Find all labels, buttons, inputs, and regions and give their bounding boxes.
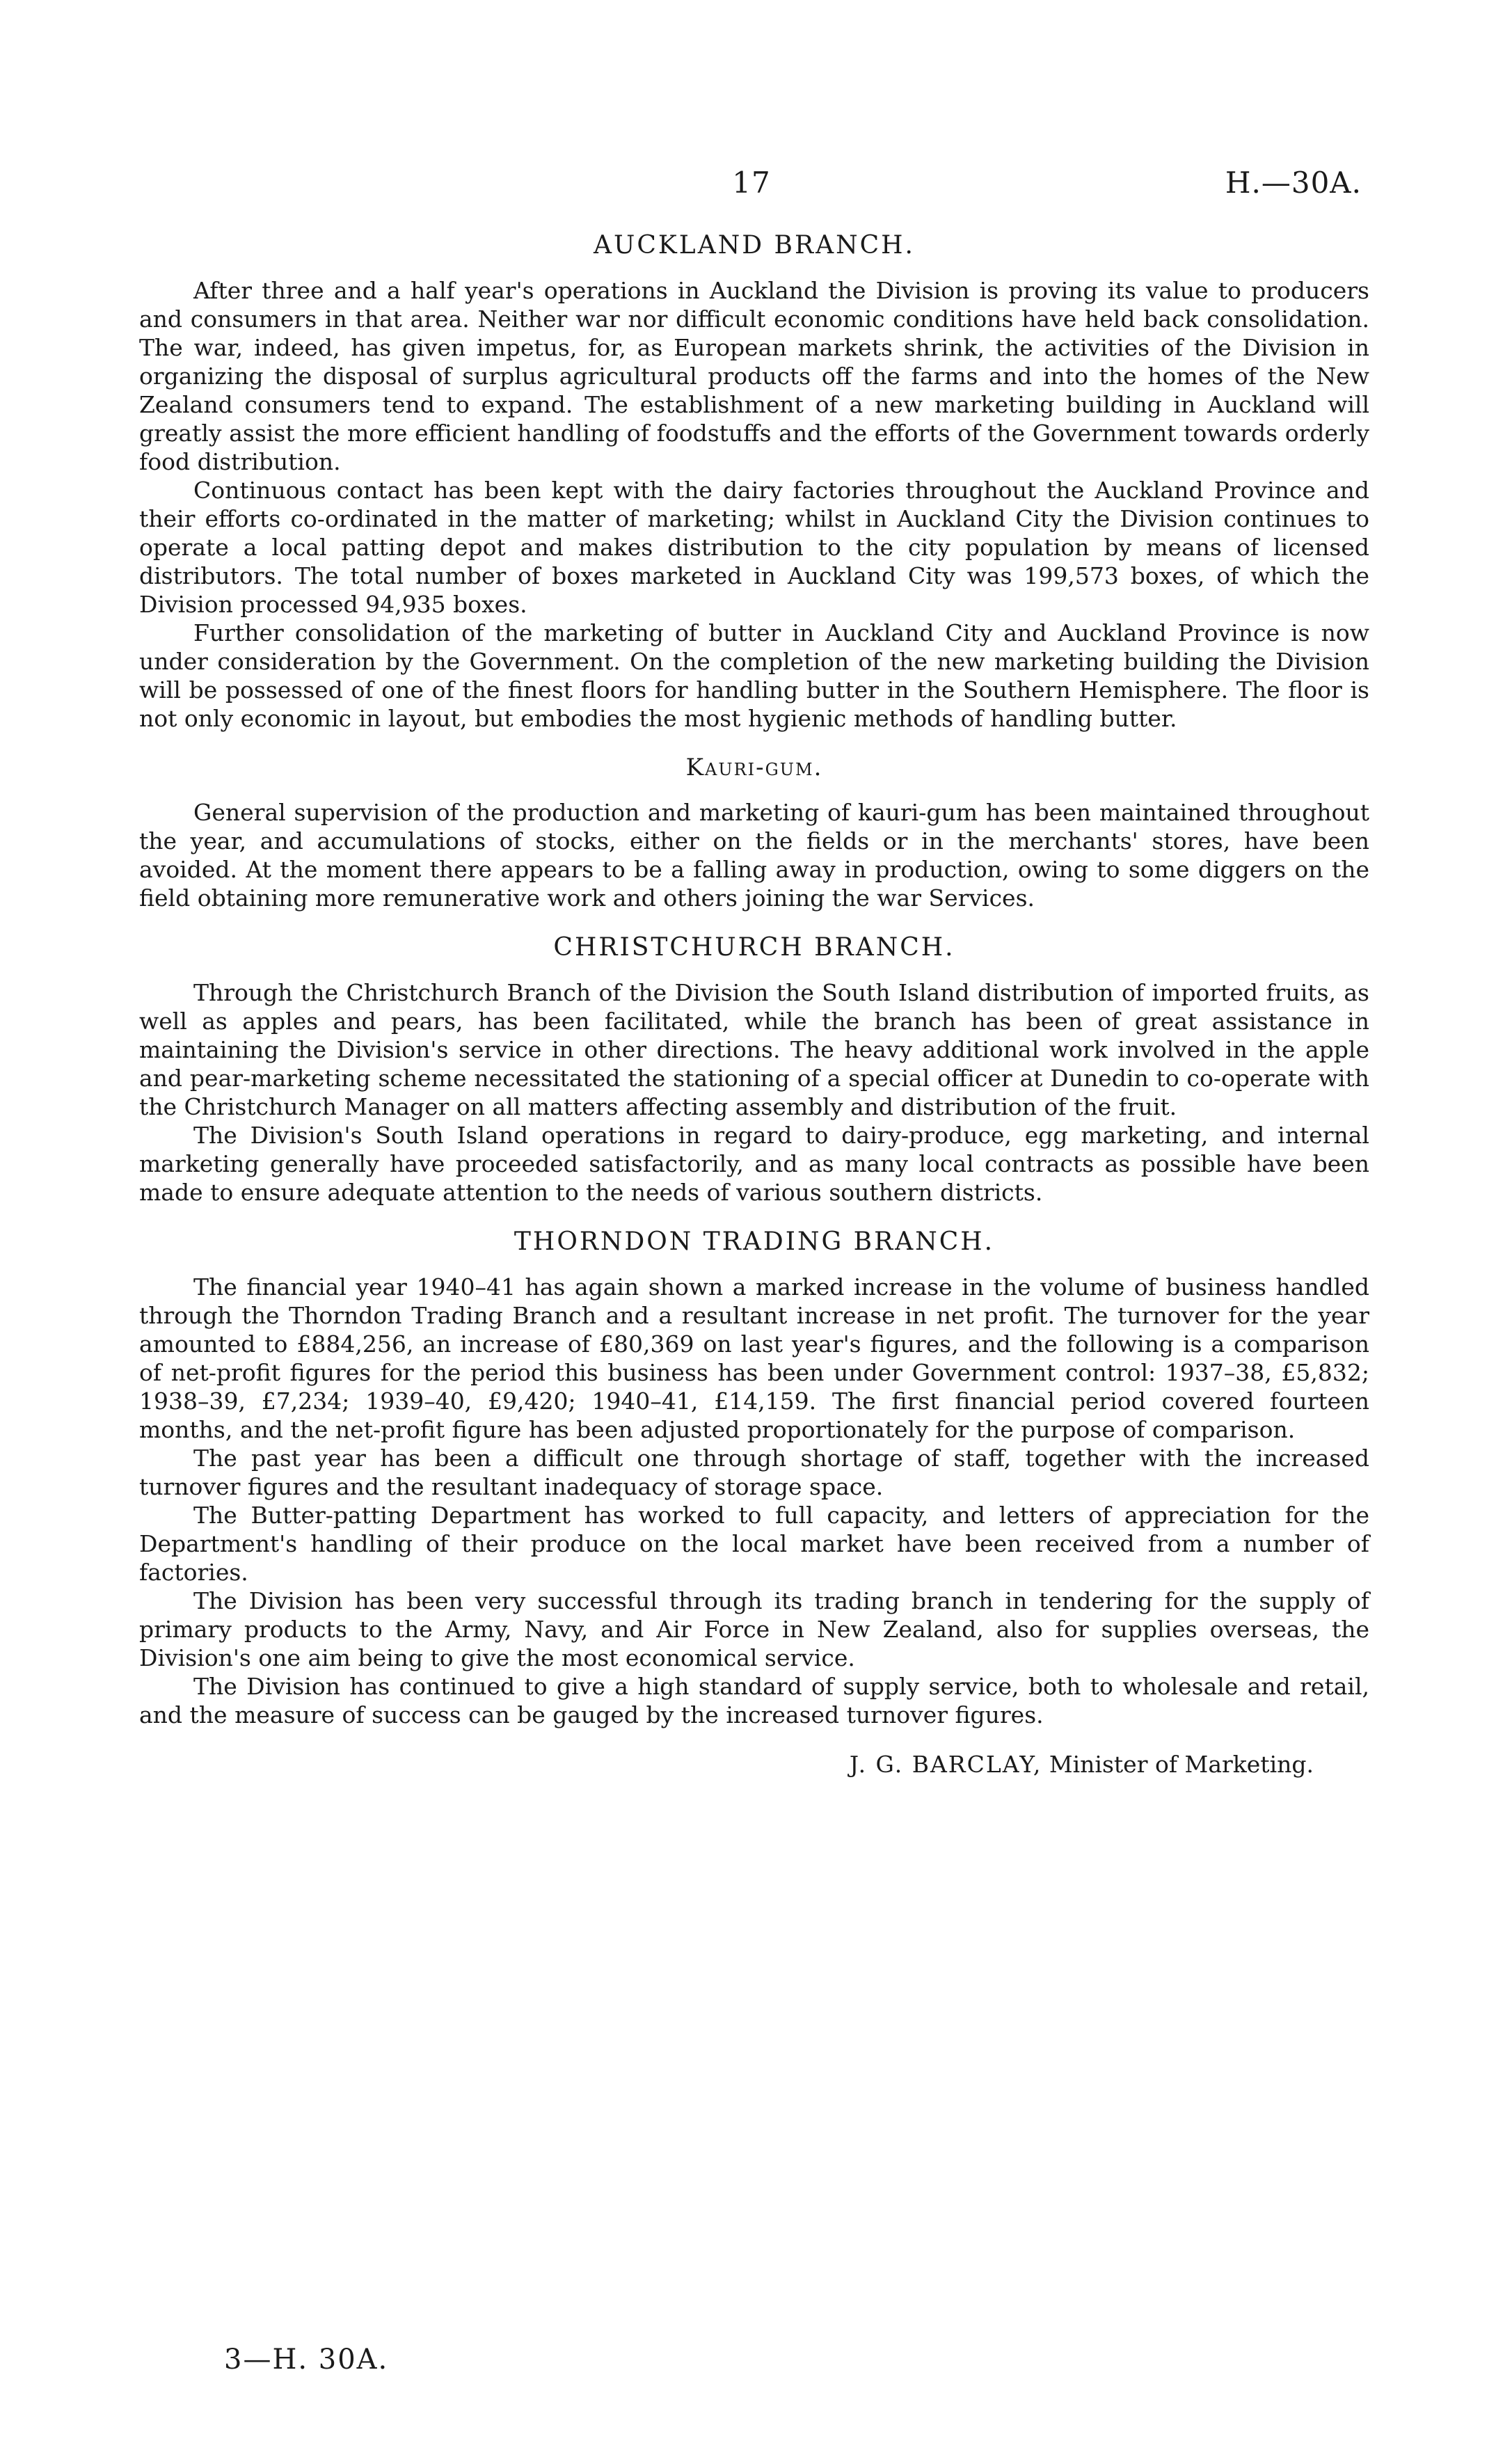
footer-reference: 3—H. 30A. (224, 2344, 389, 2376)
signatory-name: J. G. BARCLAY, (849, 1751, 1042, 1778)
paragraph: The Butter-patting Department has worked to full capacity, and letters of appreciation for the Department's handling of their produce on the local market have been received from a number of factories. (139, 1502, 1369, 1586)
section-christchurch-branch (139, 933, 1369, 1207)
section-heading: CHRISTCHURCH BRANCH. (553, 933, 955, 962)
paragraph: The Division's South Island operations in regard to dairy-produce, egg marketing, and internal marketing generally have proceeded satisfactorily, and as many local contracts as possible have been made to ensure adequate attention to the needs of various southern districts. (139, 1122, 1369, 1206)
page-number: 17 (732, 166, 771, 200)
paragraph: General supervision of the production and marketing of kauri-gum has been maintained throughout the year, and accumulations of stocks, either on the fields or in the merchants' stores, have been avoided. At the moment there appears to be a falling away in production, owing to some diggers on the field obtaining more remunerative work and others joining the war Services. (139, 799, 1369, 912)
paragraph: The financial year 1940–41 has again shown a marked increase in the volume of business handled through the Thorndon Trading Branch and a resultant increase in net profit. The turnover for the year amounted to £884,256, an increase of £80,369 on last year's figures, and the following is a comparison of net-profit figures for the period this business has been under Government control: 1937–38, £5,832; 1938–39, £7,234; 1939–40, £9,420; 1940–41, £14,159. The first financial period covered fourteen months, and the net-profit figure has been adjusted proportionately for the purpose of comparison. (139, 1273, 1369, 1443)
paragraph: The Division has continued to give a high standard of supply service, both to wholesale and retail, and the measure of success can be gauged by the increased turnover figures. (139, 1673, 1369, 1728)
signatory-title: Minister of Marketing. (1049, 1751, 1314, 1778)
section-heading: THORNDON TRADING BRANCH. (514, 1227, 995, 1256)
paragraph: The Division has been very successful through its trading branch in tendering for the supply of primary products to the Army, Navy, and Air Force in New Zealand, also for supplies overseas, the Division's one aim being to give the most economical service. (139, 1587, 1369, 1671)
paragraph: Further consolidation of the marketing of butter in Auckland City and Auckland Province is now under consideration by the Government. On the completion of the new marketing building the Division will be possessed of one of the finest floors for handling butter in the Southern Hemisphere. The floor is not only economic in layout, but embodies the most hygienic methods of handling butter. (139, 619, 1369, 732)
document-reference: H.—30A. (1225, 166, 1362, 200)
section-kauri-gum (139, 754, 1369, 912)
signature-block (139, 1750, 1369, 1779)
section-heading: Kauri-gum. (685, 754, 823, 781)
page-body (139, 231, 1369, 1779)
section-thorndon-trading-branch (139, 1227, 1369, 1729)
paragraph: The past year has been a difficult one through shortage of staff, together with the increased turnover figures and the resultant inadequacy of storage space. (139, 1445, 1369, 1500)
paragraph: Through the Christchurch Branch of the Division the South Island distribution of imported fruits, as well as apples and pears, has been facilitated, while the branch has been of great assistance in maintaining the Division's service in other directions. The heavy additional work involved in the apple and pear-marketing scheme necessitated the stationing of a special officer at Dunedin to co-operate with the Christchurch Manager on all matters affecting assembly and distribution of the fruit. (139, 979, 1369, 1120)
paragraph: After three and a half year's operations in Auckland the Division is proving its value to producers and consumers in that area. Neither war nor difficult economic conditions have held back consolidation. The war, indeed, has given impetus, for, as European markets shrink, the activities of the Division in organizing the disposal of surplus agricultural products off the farms and into the homes of the New Zealand consumers tend to expand. The establishment of a new marketing building in Auckland will greatly assist the more efficient handling of foodstuffs and the efforts of the Government towards orderly food distribution. (139, 277, 1369, 475)
paragraph: Continuous contact has been kept with the dairy factories throughout the Auckland Province and their efforts co-ordinated in the matter of marketing; whilst in Auckland City the Division continues to operate a local patting depot and makes distribution to the city population by means of licensed distributors. The total number of boxes marketed in Auckland City was 199,573 boxes, of which the Division processed 94,935 boxes. (139, 477, 1369, 618)
section-heading: AUCKLAND BRANCH. (594, 231, 915, 260)
section-auckland-branch (139, 231, 1369, 733)
